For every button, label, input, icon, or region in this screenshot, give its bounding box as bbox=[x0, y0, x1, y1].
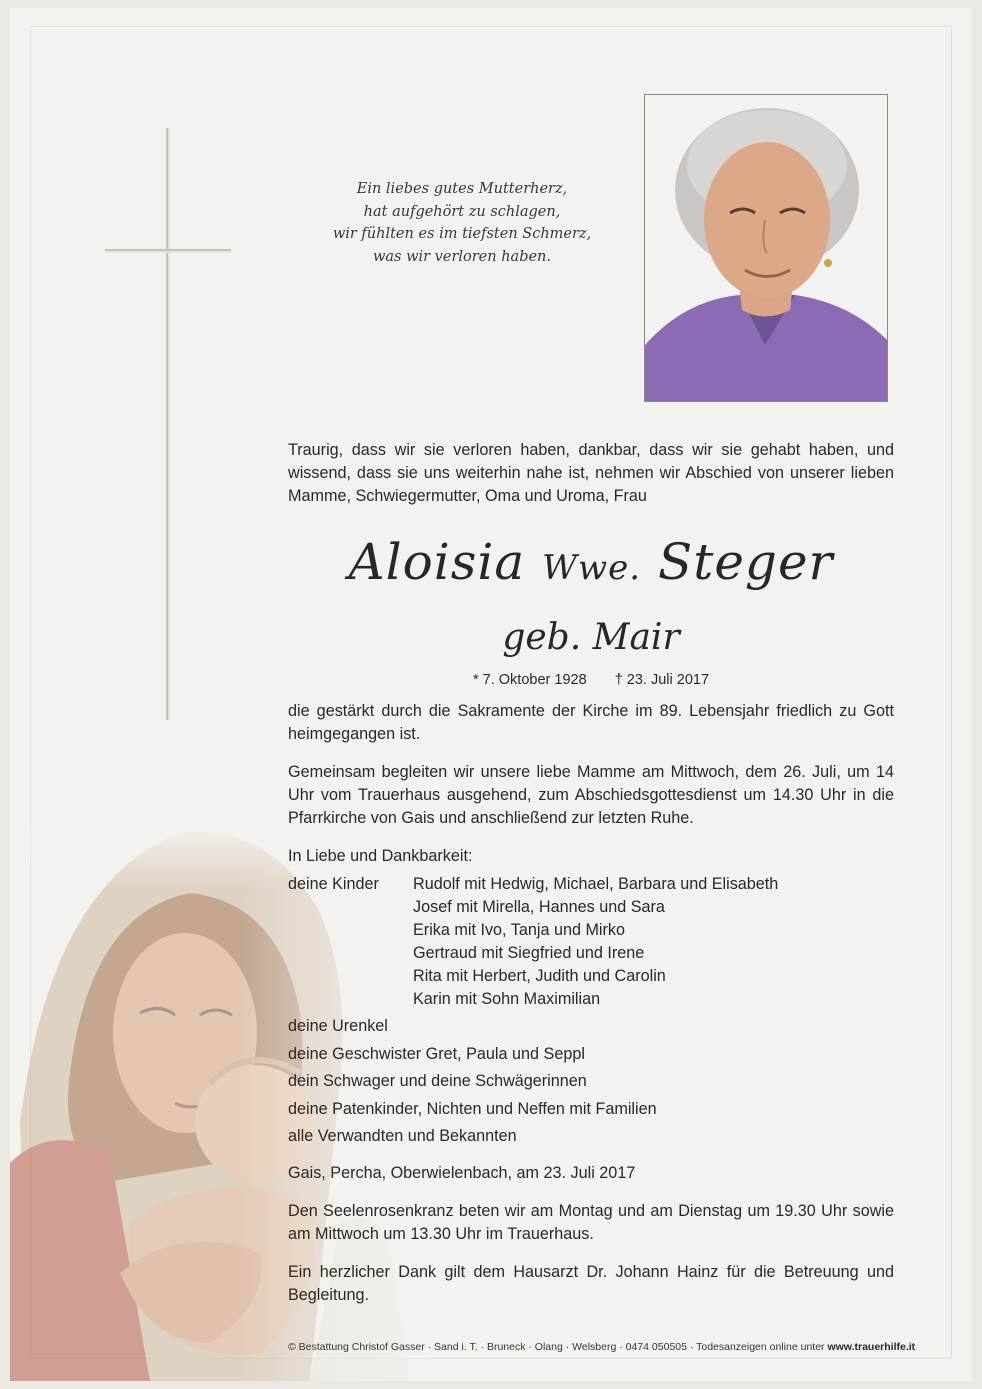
mourner-line: dein Schwager und deine Schwägerinnen bbox=[288, 1072, 587, 1090]
intro-paragraph: Traurig, dass wir sie verloren haben, dankbar, dass wir sie gehabt haben, und wissend, dass sie uns weiterhin nahe ist, nehmen wir Abschied von unserer lieben Mamme, Schwiegermutter, Oma und Uroma, Frau bbox=[288, 441, 894, 505]
widow-title: Wwe. bbox=[542, 548, 642, 588]
footer bbox=[288, 1341, 938, 1353]
list-item: Karin mit Sohn Maximilian bbox=[413, 990, 601, 1008]
footer-text: © Bestattung Christof Gasser · Sand i. T. · Bruneck · Olang · Welsberg · 0474 050505 · Todesanzeigen online unter bbox=[288, 1341, 828, 1353]
birth-date: * 7. Oktober 1928 bbox=[472, 672, 587, 688]
list-item: Erika mit Ivo, Tanja und Mirko bbox=[413, 921, 626, 939]
place-date: Gais, Percha, Oberwielenbach, am 23. Juli 2017 bbox=[288, 1164, 636, 1182]
passing-text bbox=[288, 700, 894, 746]
deceased-name bbox=[288, 530, 894, 600]
thanks-text bbox=[288, 1261, 894, 1307]
list-item: Gertraud mit Siegfried und Irene bbox=[413, 944, 645, 962]
mourners-intro: In Liebe und Dankbarkeit: bbox=[288, 847, 473, 865]
poem-line: Ein liebes gutes Mutterherz, bbox=[356, 181, 568, 197]
rosary-paragraph: Den Seelenrosenkranz beten wir am Montag und am Dienstag um 19.30 Uhr sowie am Mittwoch um 13.30 Uhr im Trauerhaus. bbox=[288, 1202, 894, 1243]
kinder-label: deine Kinder bbox=[288, 875, 379, 893]
footer-link[interactable]: www.trauerhilfe.it bbox=[827, 1341, 916, 1353]
mourner-line: deine Patenkinder, Nichten und Neffen mit Familien bbox=[288, 1100, 657, 1118]
intro-text bbox=[288, 439, 894, 508]
poem-line: wir fühlten es im tiefsten Schmerz, bbox=[332, 226, 592, 242]
mourner-line: alle Verwandten und Bekannten bbox=[288, 1127, 517, 1145]
life-dates bbox=[288, 670, 894, 690]
mourner-line: deine Urenkel bbox=[288, 1017, 388, 1035]
funeral-text bbox=[288, 761, 894, 830]
mourner-line: deine Geschwister Gret, Paula und Seppl bbox=[288, 1045, 585, 1063]
passing-paragraph: die gestärkt durch die Sakramente der Kirche im 89. Lebensjahr friedlich zu Gott heimgegangen ist. bbox=[288, 702, 894, 743]
memorial-poem bbox=[292, 178, 632, 268]
portrait-photo bbox=[644, 94, 888, 402]
poem-line: hat aufgehört zu schlagen, bbox=[363, 203, 561, 220]
children-list bbox=[413, 873, 778, 1011]
death-date: † 23. Juli 2017 bbox=[614, 672, 710, 688]
funeral-paragraph: Gemeinsam begleiten wir unsere liebe Mamme am Mittwoch, dem 26. Juli, um 14 Uhr vom Trauerhaus ausgehend, zum Abschiedsgottesdienst um 14.30 Uhr in die Pfarrkirche von Gais und anschließend zur letzten Ruhe. bbox=[288, 763, 894, 827]
cross-icon-horizontal bbox=[105, 249, 231, 251]
poem-line: was wir verloren haben. bbox=[372, 248, 552, 265]
obituary-page bbox=[10, 8, 972, 1381]
list-item: Josef mit Mirella, Hannes und Sara bbox=[413, 898, 665, 916]
cross-icon-vertical bbox=[166, 128, 168, 720]
thanks-paragraph: Ein herzlicher Dank gilt dem Hausarzt Dr. Johann Hainz für die Betreuung und Begleitung. bbox=[288, 1263, 894, 1304]
maiden-name: geb. Mair bbox=[502, 617, 680, 658]
list-item: Rudolf mit Hedwig, Michael, Barbara und Elisabeth bbox=[413, 875, 779, 893]
last-name: Steger bbox=[658, 533, 834, 591]
first-name: Aloisia bbox=[348, 533, 526, 591]
rosary-text bbox=[288, 1200, 894, 1246]
list-item: Rita mit Herbert, Judith und Carolin bbox=[413, 967, 666, 985]
